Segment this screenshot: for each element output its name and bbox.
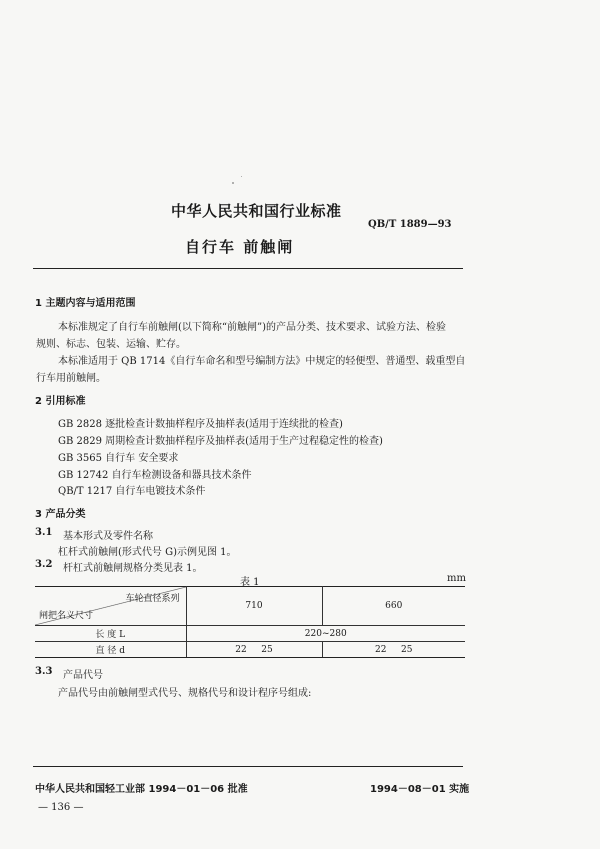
effective-date: 1994－08－01 实施 xyxy=(370,784,470,795)
section-1-p1-line2: 规则、标志、包装、运输、贮存。 xyxy=(36,339,186,350)
diameter-710-values xyxy=(186,642,322,658)
table-row xyxy=(35,626,465,642)
standard-organization: 中华人民共和国行业标准 xyxy=(171,202,342,220)
header-wheel-diameter: 车轮直径系列 xyxy=(125,594,180,604)
reference-item: GB 3565 自行车 安全要求 xyxy=(58,453,179,464)
document-title: 自行车 前触闸 xyxy=(185,238,295,256)
table-cell: 25 xyxy=(401,644,413,655)
section-2-heading: 2 引用标准 xyxy=(35,396,86,407)
page-number: — 136 — xyxy=(38,802,84,813)
table-row xyxy=(35,587,465,626)
approval-line: 中华人民共和国轻工业部 1994－01－06 批准 xyxy=(35,784,248,795)
table-unit: mm xyxy=(447,573,466,584)
header-rule xyxy=(33,268,463,269)
subsection-3-2-text: 杆杠式前触闸规格分类见表 1。 xyxy=(63,563,203,574)
reference-item: QB/T 1217 自行车电镀技术条件 xyxy=(58,486,206,497)
spec-table xyxy=(35,586,465,658)
section-1-heading: 1 主题内容与适用范围 xyxy=(35,298,136,309)
table-row xyxy=(35,642,465,658)
scan-speck xyxy=(232,182,234,184)
subsection-3-1-number: 3.1 xyxy=(35,527,53,538)
section-3-heading: 3 产品分类 xyxy=(35,509,86,520)
diagonal-header-cell xyxy=(35,587,186,626)
reference-item: GB 2828 逐批检查计数抽样程序及抽样表(适用于连续批的检查) xyxy=(58,419,343,430)
table-cell: 22 xyxy=(375,644,387,655)
diameter-660-values xyxy=(322,642,465,658)
subsection-3-1-text: 杠杆式前触闸(形式代号 G)示例见图 1。 xyxy=(58,547,237,558)
subsection-3-2-number: 3.2 xyxy=(35,559,53,570)
table-caption: 表 1 xyxy=(240,577,260,588)
reference-item: GB 12742 自行车检测设备和器具技术条件 xyxy=(58,470,252,481)
table-cell: 25 xyxy=(261,644,273,655)
subsection-3-3-number: 3.3 xyxy=(35,666,53,677)
column-660: 660 xyxy=(322,587,465,626)
subsection-3-1-title: 基本形式及零件名称 xyxy=(63,531,153,542)
subsection-3-3-text: 产品代号由前触闸型式代号、规格代号和设计程序号组成: xyxy=(58,688,312,699)
scan-speck xyxy=(241,176,242,177)
reference-item: GB 2829 周期检查计数抽样程序及抽样表(适用于生产过程稳定性的检查) xyxy=(58,436,383,447)
subsection-3-3-title: 产品代号 xyxy=(63,670,103,681)
row-length-value: 220~280 xyxy=(186,626,465,642)
section-1-p1-line1: 本标准规定了自行车前触闸(以下简称“前触闸”)的产品分类、技术要求、试验方法、检验 xyxy=(58,322,447,333)
table-cell: 22 xyxy=(235,644,247,655)
section-1-p2-line1: 本标准适用于 QB 1714《自行车命名和型号编制方法》中规定的轻便型、普通型、载重型自 xyxy=(58,356,466,367)
row-length-label: 长 度 L xyxy=(35,626,186,642)
standard-code: QB/T 1889—93 xyxy=(368,219,452,230)
header-lever-size: 闸把名义尺寸 xyxy=(39,611,94,621)
footer-rule xyxy=(33,766,463,767)
section-1-p2-line2: 行车用前触闸。 xyxy=(36,373,106,384)
row-diameter-label: 直 径 d xyxy=(35,642,186,658)
column-710: 710 xyxy=(186,587,322,626)
